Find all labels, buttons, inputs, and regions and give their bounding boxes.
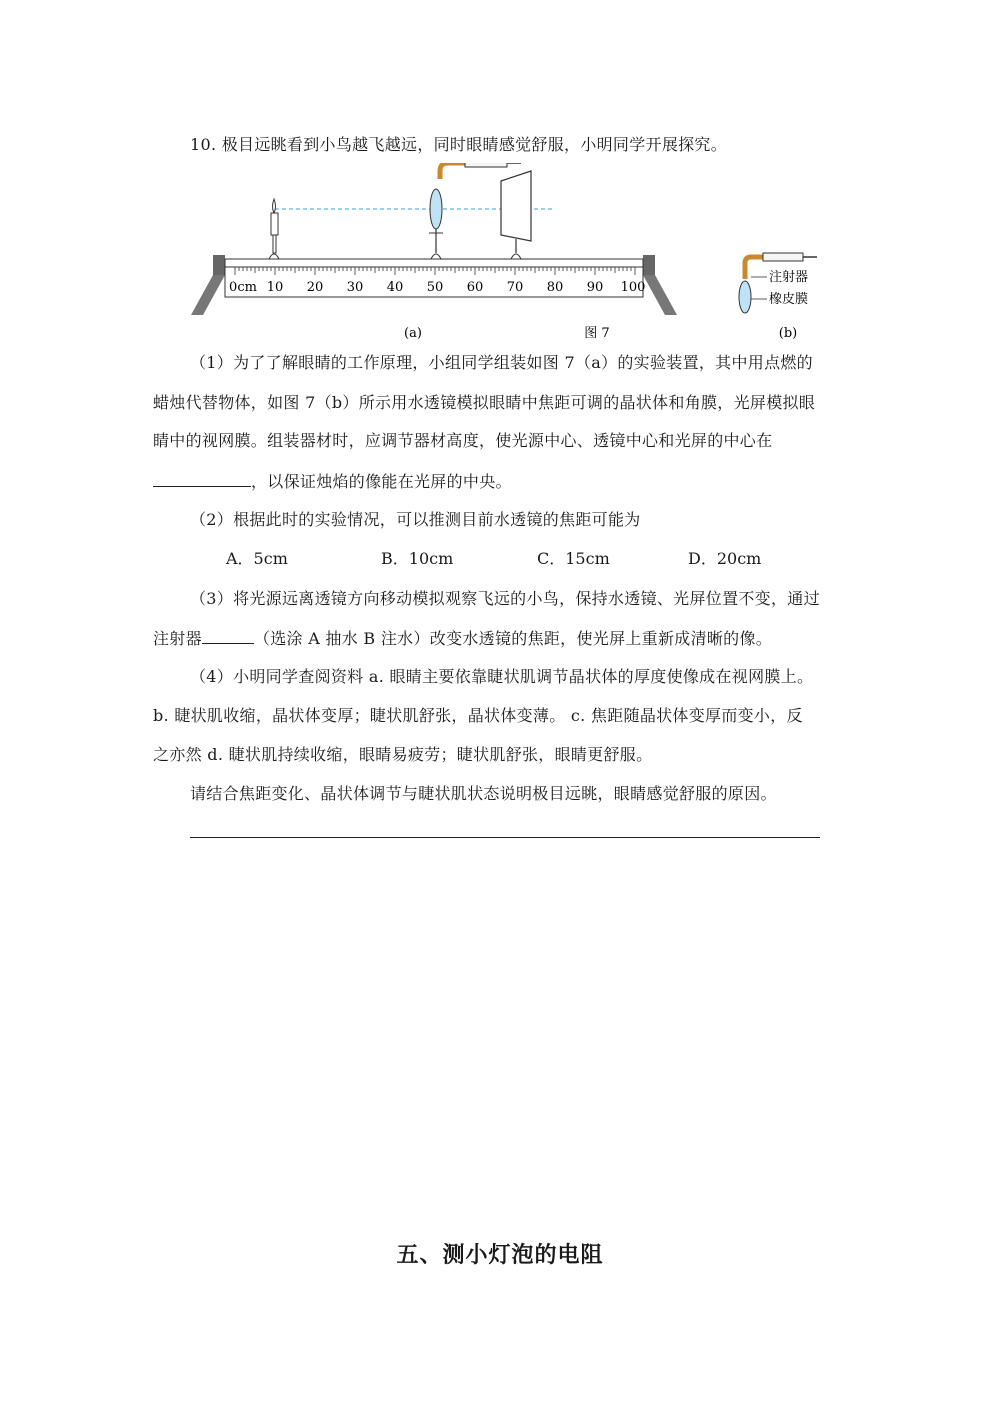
tick-label-10: 10 xyxy=(266,280,284,295)
candle-body xyxy=(271,213,278,235)
caption-b: (b) xyxy=(778,326,798,341)
candle-holder xyxy=(269,254,279,259)
label-syringe: 注射器 xyxy=(769,270,809,285)
detail-syringe-barrel xyxy=(763,253,803,261)
part3-line2 xyxy=(153,627,772,650)
part3-line2-text: （选涂 A 抽水 B 注水）改变水透镜的焦距，使光屏上重新成清晰的像。 xyxy=(253,629,773,648)
candle xyxy=(269,199,279,259)
caption-figure-7: 图 7 xyxy=(584,326,610,341)
screen-holder xyxy=(511,254,521,259)
option-d[interactable]: D．20cm xyxy=(688,549,762,568)
tick-label-80: 80 xyxy=(546,280,564,295)
left-end-block xyxy=(213,255,225,275)
detail-membrane-lens xyxy=(739,281,751,313)
tick-label-40: 40 xyxy=(386,280,404,295)
figure-7 xyxy=(185,163,825,348)
part1-line1: （1）为了了解眼睛的工作原理，小组同学组装如图 7（a）的实验装置，其中用点燃的 xyxy=(190,353,813,372)
option-c[interactable]: C．15cm xyxy=(537,549,610,568)
tick-label-70: 70 xyxy=(506,280,524,295)
light-screen xyxy=(501,171,531,259)
water-lens xyxy=(430,189,442,229)
tick-label-100: 100 xyxy=(620,280,646,295)
tick-label-90: 90 xyxy=(586,280,604,295)
option-b[interactable]: B．10cm xyxy=(381,549,454,568)
part1-line4-text: ，以保证烛焰的像能在光屏的中央。 xyxy=(251,472,512,491)
detail-syringe-tube xyxy=(745,257,763,279)
part1-line2: 蜡烛代替物体，如图 7（b）所示用水透镜模拟眼睛中焦距可调的晶状体和角膜，光屏模拟眼 xyxy=(153,393,816,412)
part3-line2-prefix: 注射器 xyxy=(153,629,202,648)
answer-blank-2[interactable] xyxy=(202,627,254,644)
part4-line2: b. 睫状肌收缩，晶状体变厚；睫状肌舒张，晶状体变薄。 c. 焦距随晶状体变厚而变小，反 xyxy=(153,706,803,725)
left-leg xyxy=(191,275,225,315)
optical-bench-diagram xyxy=(185,163,825,348)
answer-line[interactable] xyxy=(190,837,820,838)
part1-line3: 睛中的视网膜。组装器材时，应调节器材高度，使光源中心、透镜中心和光屏的中心在 xyxy=(153,431,773,450)
lens-holder xyxy=(431,254,441,259)
right-end-block xyxy=(643,255,655,275)
syringe-tube xyxy=(440,163,465,179)
tick-label-30: 30 xyxy=(346,280,364,295)
screen-panel xyxy=(501,171,531,241)
caption-a: (a) xyxy=(404,326,422,341)
candle-stand xyxy=(273,235,276,253)
part2-stem: （2）根据此时的实验情况，可以推测目前水透镜的焦距可能为 xyxy=(190,510,641,529)
candle-flame xyxy=(273,199,276,213)
right-leg xyxy=(643,275,677,315)
part4-line1: （4）小明同学查阅资料 a. 眼睛主要依靠睫状肌调节晶状体的厚度使像成在视网膜上。 xyxy=(190,667,814,686)
answer-blank-1[interactable] xyxy=(153,470,251,487)
bench-rail xyxy=(225,259,643,267)
figure-b-detail xyxy=(739,253,817,313)
question-title: 10. 极目远眺看到小鸟越飞越远，同时眼睛感觉舒服，小明同学开展探究。 xyxy=(190,135,728,154)
tick-label-50: 50 xyxy=(426,280,444,295)
tick-label-60: 60 xyxy=(466,280,484,295)
part3-line1: （3）将光源远离透镜方向移动模拟观察飞远的小鸟，保持水透镜、光屏位置不变，通过 xyxy=(190,589,820,608)
syringe-barrel xyxy=(465,163,507,167)
section-title: 五、测小灯泡的电阻 xyxy=(396,1243,604,1268)
part1-line4 xyxy=(153,470,512,493)
tick-label-0: 0cm xyxy=(229,280,257,295)
label-membrane: 橡皮膜 xyxy=(769,292,809,307)
tick-label-20: 20 xyxy=(306,280,324,295)
part4-line4: 请结合焦距变化、晶状体调节与睫状肌状态说明极目远眺，眼睛感觉舒服的原因。 xyxy=(190,784,777,803)
option-a[interactable]: A．5cm xyxy=(226,549,288,568)
part4-line3: 之亦然 d. 睫状肌持续收缩，眼睛易疲劳；睫状肌舒张，眼睛更舒服。 xyxy=(153,745,653,764)
